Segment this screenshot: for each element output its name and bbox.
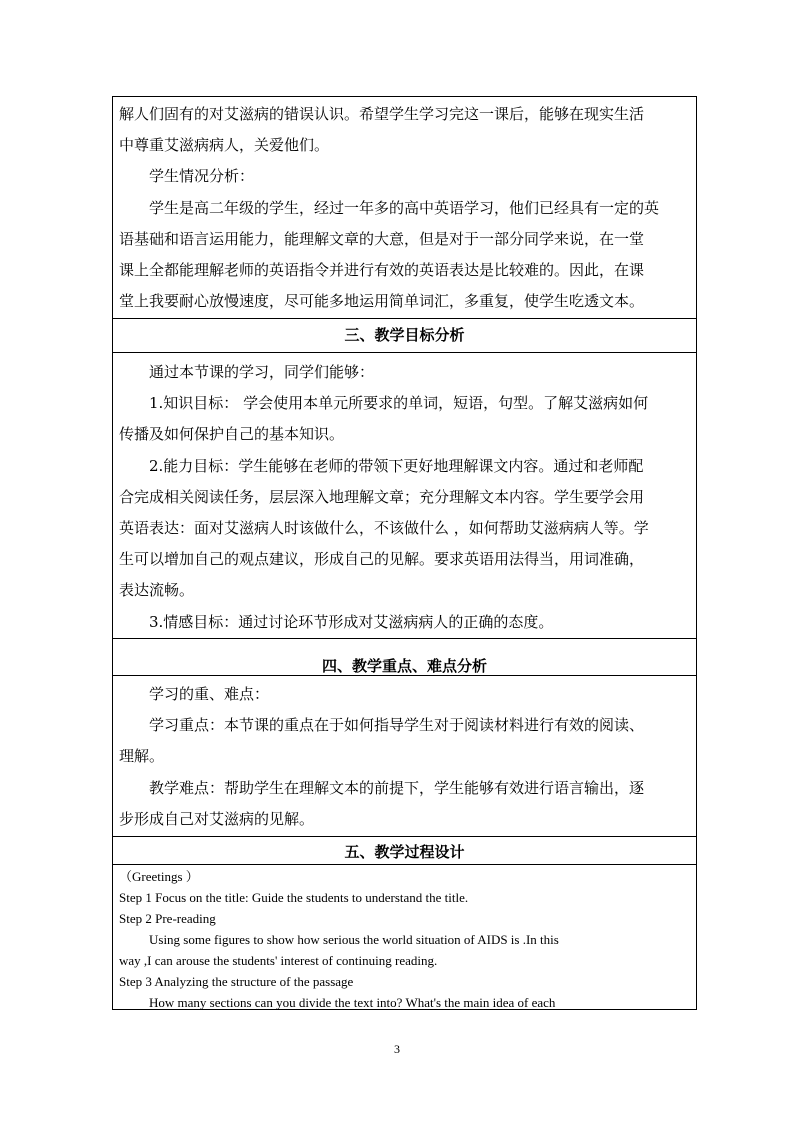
section3-intro: 通过本节课的学习，同学们能够： [149,363,375,381]
section4-heading: 四、教学重点、难点分析 [321,657,487,675]
section5-heading: 五、教学过程设计 [344,843,465,861]
row-divider [113,836,696,837]
step2-title: Step 2 Pre-reading [119,911,216,926]
step3-title: Step 3 Analyzing the structure of the passage [119,974,354,989]
row-divider [113,318,696,319]
goal1-line-1: 1.知识目标： 学会使用本单元所要求的单词，短语，句型。了解艾滋病如何 [149,394,649,412]
goal3-line: 3.情感目标：通过讨论环节形成对艾滋病病人的正确的态度。 [149,613,554,631]
row-divider [113,864,696,865]
page-number: 3 [394,1042,400,1056]
goal2-line-2: 合完成相关阅读任务，层层深入地理解文章；充分理解文本内容。学生要学会用 [119,488,645,506]
lesson-plan-table [112,96,697,1010]
student-analysis-line-1: 学生是高二年级的学生，经过一年多的高中英语学习，他们已经具有一定的英 [149,199,660,217]
student-analysis-line-2: 语基础和语言运用能力，能理解文章的大意，但是对于一部分同学来说，在一堂 [119,230,645,248]
section4-intro: 学习的重、难点： [149,685,270,703]
student-analysis-title: 学生情况分析： [149,167,255,185]
goal1-line-2: 传播及如何保护自己的基本知识。 [119,425,345,443]
student-analysis-line-4: 堂上我要耐心放慢速度，尽可能多地运用简单词汇，多重复，使学生吃透文本。 [119,292,645,310]
key-point-line-2: 理解。 [119,747,165,765]
key-point-line-1: 学习重点：本节课的重点在于如何指导学生对于阅读材料进行有效的阅读、 [149,716,645,734]
goal2-line-1: 2.能力目标：学生能够在老师的带领下更好地理解课文内容。通过和老师配 [149,457,644,475]
difficulty-line-2: 步形成自己对艾滋病的见解。 [119,810,315,828]
greetings-line: （Greetings ） [119,869,199,884]
step2-line-1: Using some figures to show how serious the world situation of AIDS is .In this [149,932,559,947]
step1-line: Step 1 Focus on the title: Guide the students to understand the title. [119,890,469,905]
difficulty-line-1: 教学难点：帮助学生在理解文本的前提下，学生能够有效进行语言输出，逐 [149,779,645,797]
section3-heading: 三、教学目标分析 [344,326,465,344]
goal2-line-3: 英语表达：面对艾滋病人时该做什么，不该做什么 ，如何帮助艾滋病病人等。学 [119,519,649,537]
row-divider [113,352,696,353]
intro-line-1: 解人们固有的对艾滋病的错误认识。希望学生学习完这一课后，能够在现实生活 [119,105,645,123]
goal2-line-5: 表达流畅。 [119,581,195,599]
intro-line-2: 中尊重艾滋病病人，关爱他们。 [119,136,330,154]
student-analysis-line-3: 课上全都能理解老师的英语指令并进行有效的英语表达是比较难的。因此，在课 [119,261,645,279]
row-divider [113,638,696,639]
step2-line-2: way ,I can arouse the students' interest of continuing reading. [119,953,438,968]
goal2-line-4: 生可以增加自己的观点建议，形成自己的见解。要求英语用法得当，用词准确， [119,550,645,568]
step3-line-1: How many sections can you divide the text into? What's the main idea of each [149,995,556,1010]
